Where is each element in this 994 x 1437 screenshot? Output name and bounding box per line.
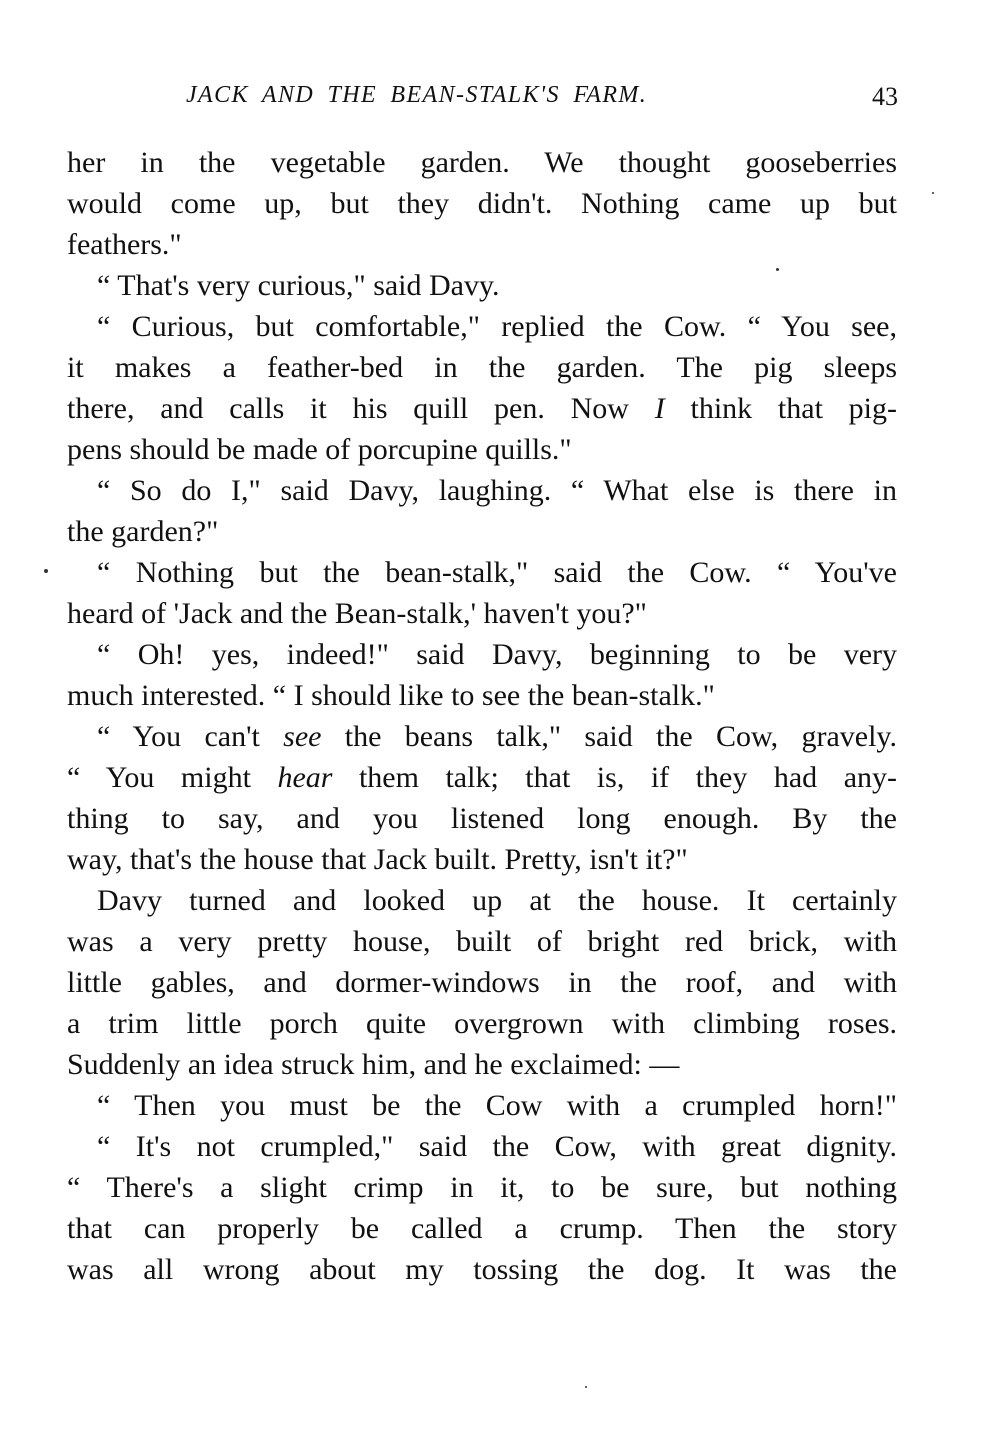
text-run: them talk; that is, if they had any- (332, 761, 897, 794)
text-line: Suddenly an idea struck him, and he exclaimed: — (67, 1048, 680, 1081)
page-header (66, 82, 898, 116)
text-line: way, that's the house that Jack built. Pretty, isn't it?" (67, 843, 688, 876)
text-line: would come up, but they didn't. Nothing came up but (67, 187, 897, 220)
text-run: the beans talk," said the Cow, gravely. (321, 720, 897, 753)
text-line: pens should be made of porcupine quills." (67, 433, 572, 466)
text-line: it makes a feather-bed in the garden. The pig sleeps (67, 351, 897, 384)
text-line: little gables, and dormer-windows in the roof, and with (67, 966, 897, 999)
running-title: JACK AND THE BEAN-STALK'S FARM. (186, 82, 648, 108)
text-line: “ Oh! yes, indeed!" said Davy, beginning to be very (97, 638, 897, 671)
text-line (67, 716, 897, 757)
text-line: “ It's not crumpled," said the Cow, with great dignity. (97, 1130, 897, 1163)
text-line: was a very pretty house, built of bright red brick, with (67, 925, 897, 958)
text-run: “ You can't (97, 720, 284, 753)
scan-speck (776, 268, 779, 271)
body-text (67, 142, 897, 1290)
text-line: “ Then you must be the Cow with a crumpled horn!" (97, 1089, 897, 1122)
text-line (67, 388, 897, 429)
text-line (67, 757, 897, 798)
text-line: heard of 'Jack and the Bean-stalk,' haven't you?" (67, 597, 647, 630)
text-line: feathers." (67, 228, 182, 261)
italic-run: hear (277, 761, 333, 794)
text-line: “ So do I," said Davy, laughing. “ What else is there in (97, 474, 897, 507)
scan-speck (44, 569, 48, 573)
page-number: 43 (872, 82, 898, 111)
text-run: there, and calls it his quill pen. Now (67, 392, 655, 425)
text-line: much interested. “ I should like to see the bean-stalk." (67, 679, 715, 712)
text-line: “ That's very curious," said Davy. (97, 269, 500, 302)
text-line: a trim little porch quite overgrown with climbing roses. (67, 1007, 897, 1040)
text-run: “ You might (67, 761, 278, 794)
text-line: “ Curious, but comfortable," replied the Cow. “ You see, (97, 310, 897, 343)
text-line: thing to say, and you listened long enough. By the (67, 802, 897, 835)
text-line: “ Nothing but the bean-stalk," said the Cow. “ You've (97, 556, 897, 589)
text-line: that can properly be called a crump. Then the story (67, 1212, 897, 1245)
text-line: the garden?" (67, 515, 219, 548)
text-line: was all wrong about my tossing the dog. It was the (67, 1253, 897, 1286)
text-line: her in the vegetable garden. We thought gooseberries (67, 146, 897, 179)
italic-run: see (283, 720, 322, 753)
text-run: think that pig- (664, 392, 898, 425)
scan-speck (932, 192, 934, 194)
scan-speck (585, 1386, 587, 1388)
text-line: Davy turned and looked up at the house. It certainly (97, 884, 897, 917)
text-line: “ There's a slight crimp in it, to be sure, but nothing (67, 1171, 897, 1204)
italic-run: I (654, 392, 665, 425)
